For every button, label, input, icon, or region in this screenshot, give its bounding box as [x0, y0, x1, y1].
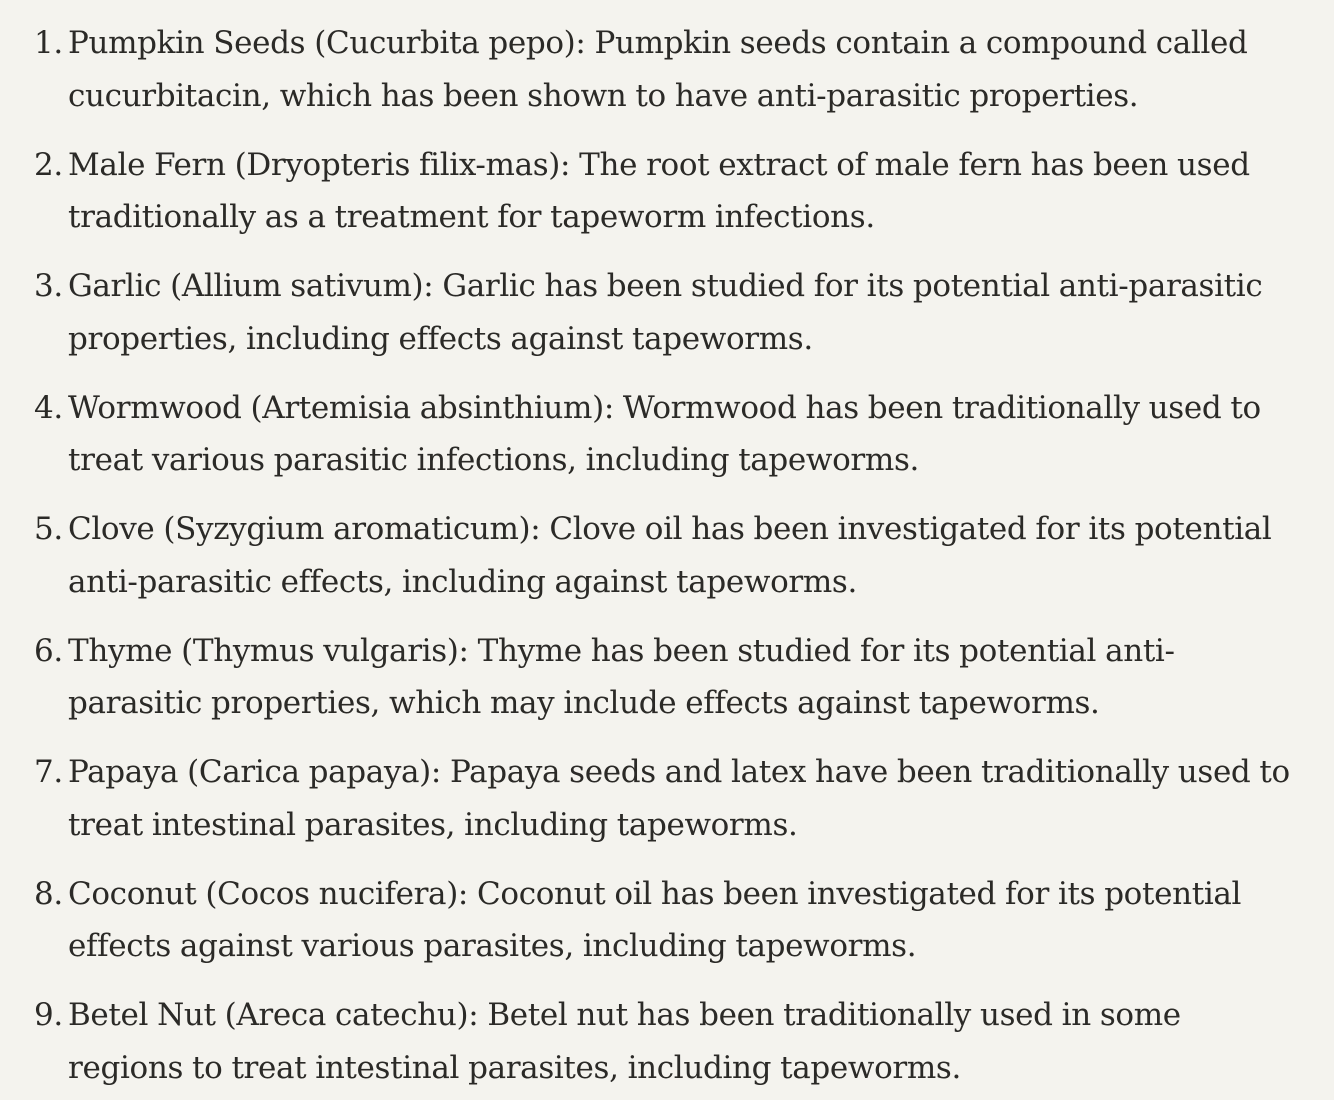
list-item-text: Pumpkin Seeds (Cucurbita pepo): Pumpkin seeds contain a compound called cucurbitacin, which has been shown to have anti-parasitic properties.	[68, 25, 1248, 114]
list-item-text: Betel Nut (Areca catechu): Betel nut has been traditionally used in some regions to treat intestinal parasites, including tapeworms.	[68, 997, 1181, 1086]
list-item-number: 3.	[34, 268, 63, 304]
list-item	[0, 625, 1334, 730]
list-item	[0, 260, 1334, 365]
list-item	[0, 503, 1334, 608]
list-item-text: Coconut (Cocos nucifera): Coconut oil has been investigated for its potential effects against various parasites, including tapeworms.	[68, 875, 1242, 964]
list-item-number: 2.	[34, 146, 63, 183]
list-item-text: Thyme (Thymus vulgaris): Thyme has been studied for its potential anti-parasitic properties, which may include effects against tapeworms.	[68, 632, 1175, 721]
herb-list	[0, 17, 1334, 1094]
list-item-text: Male Fern (Dryopteris filix-mas): The root extract of male fern has been used traditionally as a treatment for tapeworm infections.	[68, 146, 1250, 235]
list-item-number: 5.	[34, 511, 63, 547]
list-item-text: Wormwood (Artemisia absinthium): Wormwood has been traditionally used to treat various parasitic infections, including tapeworms.	[68, 389, 1261, 478]
list-item-text: Clove (Syzygium aromaticum): Clove oil has been investigated for its potential anti-parasitic effects, including against tapeworms.	[68, 511, 1272, 600]
list-item-number: 7.	[34, 754, 63, 790]
list-item-number: 1.	[34, 25, 63, 61]
list-item	[0, 989, 1334, 1094]
list-item	[0, 139, 1334, 244]
list-item	[0, 382, 1334, 487]
list-item	[0, 746, 1334, 851]
list-item-number: 4.	[34, 389, 63, 426]
list-item-text: Garlic (Allium sativum): Garlic has been studied for its potential anti-parasitic properties, including effects against tapeworms.	[68, 268, 1263, 357]
list-item	[0, 868, 1334, 973]
list-item-number: 8.	[34, 875, 63, 912]
list-item-number: 9.	[34, 997, 63, 1033]
list-item-number: 6.	[34, 632, 63, 669]
list-item	[0, 17, 1334, 122]
list-item-text: Papaya (Carica papaya): Papaya seeds and latex have been traditionally used to treat intestinal parasites, including tapeworms.	[68, 754, 1290, 843]
